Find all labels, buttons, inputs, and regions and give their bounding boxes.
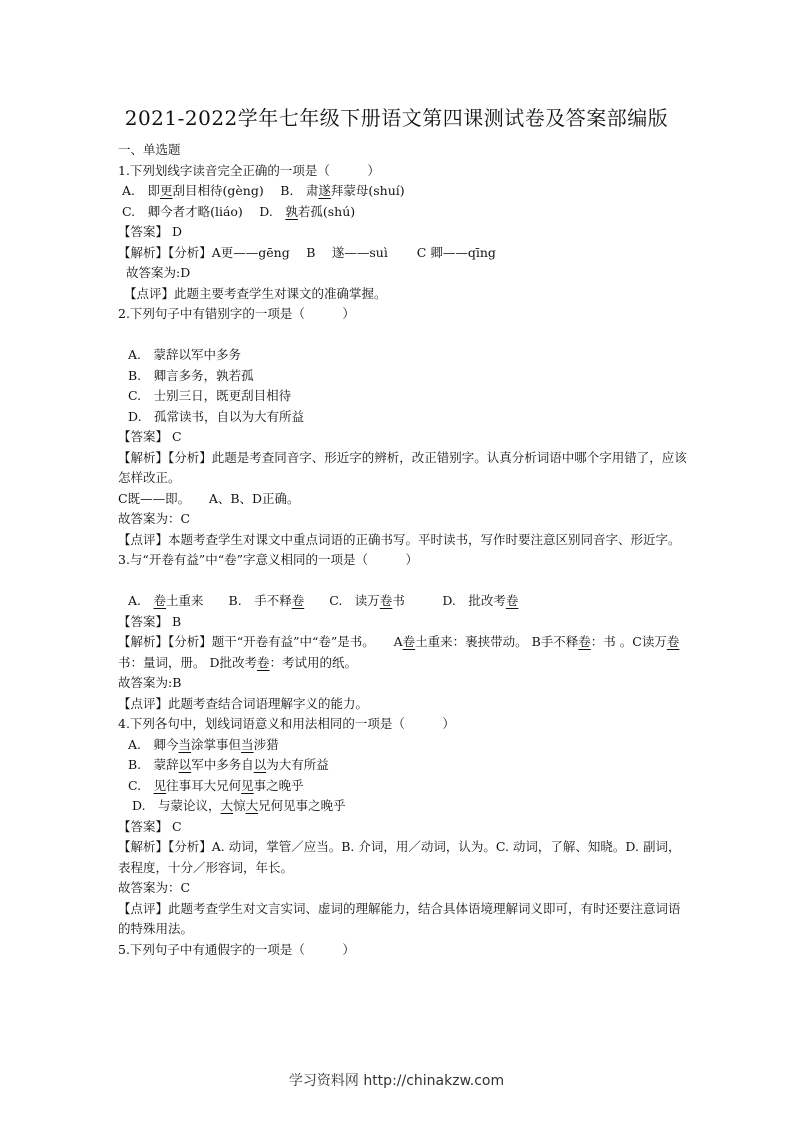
- question-4-review: 【点评】此题考查学生对文言实词、虚词的理解能力，结合具体语境理解词义即可，有时还要注意词语的特殊用法。: [118, 900, 681, 936]
- question-4-option-b: [118, 755, 688, 776]
- underlined-word: 以: [253, 757, 267, 772]
- underlined-word: 见: [241, 777, 254, 793]
- option-text: 兄何见事之晚乎: [258, 798, 346, 813]
- analysis-text: ：书 。C读万: [590, 634, 667, 649]
- underlined-word: 大: [245, 798, 259, 813]
- option-text: C. 读万: [304, 593, 380, 608]
- question-1-analysis: 【解析】【分析】A更——gēng B 遂——suì C 卿——qīng: [118, 244, 496, 260]
- underlined-char: 遂: [318, 183, 331, 198]
- underlined-word: 以: [178, 757, 192, 772]
- page-title: 2021-2022学年七年级下册语文第四课测试卷及答案部编版: [124, 106, 669, 130]
- question-4-conclusion: 故答案为：C: [118, 880, 191, 895]
- option-text: B. 蒙辞: [128, 757, 179, 772]
- question-2-analysis-detail: C既——即。 A、B、D正确。: [118, 490, 300, 506]
- question-1-option-a-b: [118, 181, 688, 202]
- underlined-char: 卷: [153, 593, 167, 608]
- question-3-options: [118, 591, 688, 612]
- question-4-answer: 【答案】 C: [118, 818, 182, 834]
- analysis-text: 【解析】【分析】题干“开卷有益”中“卷”是书。 A: [118, 634, 403, 649]
- option-text: B. 肃: [263, 183, 319, 198]
- underlined-char: 卷: [505, 593, 519, 608]
- underlined-char: 卷: [379, 593, 393, 608]
- underlined-char: 卷: [402, 634, 416, 649]
- exam-content: [118, 140, 688, 960]
- option-text: 涉猎: [253, 736, 279, 752]
- question-3-answer: 【答案】 B: [118, 613, 182, 629]
- question-3-stem: 3.与“开卷有益”中“卷”字意义相同的一项是（ ）: [118, 552, 418, 567]
- option-text: 书 D. 批改考: [392, 593, 506, 608]
- question-4-option-d: [118, 796, 688, 817]
- option-text: 涂掌事但: [191, 736, 242, 752]
- option-text: A.: [128, 593, 154, 608]
- question-1-answer: 【答案】 D: [118, 224, 182, 239]
- option-text: 军中多务自: [191, 757, 254, 772]
- question-2-answer: 【答案】 C: [118, 429, 182, 444]
- question-2-option-c: C. 士别三日，既更刮目相待: [128, 388, 292, 403]
- question-1-option-c-d: [118, 202, 688, 223]
- underlined-char: 卷: [666, 634, 680, 649]
- question-3-conclusion: 故答案为:B: [118, 675, 182, 690]
- underlined-word: 大: [220, 798, 234, 813]
- analysis-text: ：考试用的纸。: [269, 654, 358, 670]
- underlined-char: 卷: [257, 654, 270, 670]
- question-4-option-a: [118, 735, 688, 756]
- option-text: A. 即: [121, 183, 160, 198]
- underlined-word: 见: [153, 777, 167, 793]
- question-2-option-d: D. 孤常读书，自以为大有所益: [128, 408, 305, 424]
- option-text: 惊: [233, 798, 246, 813]
- underlined-char: 更: [160, 183, 173, 198]
- option-text: 为大有所益: [266, 757, 329, 772]
- option-text: 事之晚乎: [253, 777, 304, 793]
- question-1-stem: 1.下列划线字读音完全正确的一项是（ ）: [118, 162, 380, 178]
- question-5-stem: 5.下列句子中有通假字的一项是（ ）: [118, 941, 355, 957]
- option-text: 往事耳大兄何: [166, 777, 242, 793]
- question-1-review: 【点评】此题主要考查学生对课文的准确掌握。: [124, 285, 387, 301]
- option-text: 若孤(shú): [297, 203, 356, 219]
- option-text: C. 卿今者才略(liáo): [121, 203, 243, 219]
- analysis-text: 书：量词，册。 D批改考: [118, 654, 257, 670]
- question-2-review: 【点评】本题考查学生对课文中重点词语的正确书写。平时读书，写作时要注意区别同音字、形近字。: [118, 531, 681, 547]
- question-2-option-a: A. 蒙辞以军中多务: [128, 347, 242, 362]
- option-text: 拜蒙母(shuí): [330, 183, 405, 198]
- underlined-char: 卷: [291, 593, 305, 608]
- question-3-review: 【点评】此题考查结合词语理解字义的能力。: [118, 695, 369, 711]
- question-3-analysis: [118, 632, 688, 673]
- underlined-char: 卷: [578, 634, 591, 649]
- question-1-conclusion: 故答案为:D: [126, 265, 191, 280]
- question-2-option-b: B. 卿言多务，孰若孤: [128, 367, 254, 383]
- question-2-analysis: 【解析】【分析】此题是考查同音字、形近字的辨析，改正错别字。认真分析词语中哪个字用错了，应该怎样改正。: [118, 449, 687, 485]
- option-text: D.: [242, 203, 286, 219]
- option-text: 刮目相待(gèng): [172, 183, 264, 198]
- option-text: A. 卿今: [128, 736, 179, 752]
- option-text: 土重来 B. 手不释: [166, 593, 292, 608]
- section-heading: 一、单选题: [118, 142, 181, 157]
- question-4-analysis: 【解析】【分析】A. 动词，掌管／应当。B. 介词，用／动词，认为。C. 动词，了解、知晓。D. 副词，表程度，十分／形容词，年长。: [118, 839, 681, 875]
- question-2-stem: 2.下列句子中有错别字的一项是（ ）: [118, 306, 355, 321]
- option-text: C.: [128, 777, 154, 793]
- analysis-text: 土重来：裹挟带动。 B手不释: [415, 634, 579, 649]
- option-text: D. 与蒙论议，: [132, 798, 221, 813]
- question-4-stem: 4.下列各句中，划线词语意义和用法相同的一项是（ ）: [118, 716, 455, 731]
- underlined-char: 孰: [285, 203, 298, 219]
- question-2-conclusion: 故答案为：C: [118, 511, 191, 526]
- underlined-word: 当: [178, 736, 192, 752]
- question-4-option-c: [118, 776, 688, 797]
- underlined-word: 当: [241, 736, 254, 752]
- footer-watermark: 学习资料网 http://chinakzw.com: [288, 1073, 505, 1089]
